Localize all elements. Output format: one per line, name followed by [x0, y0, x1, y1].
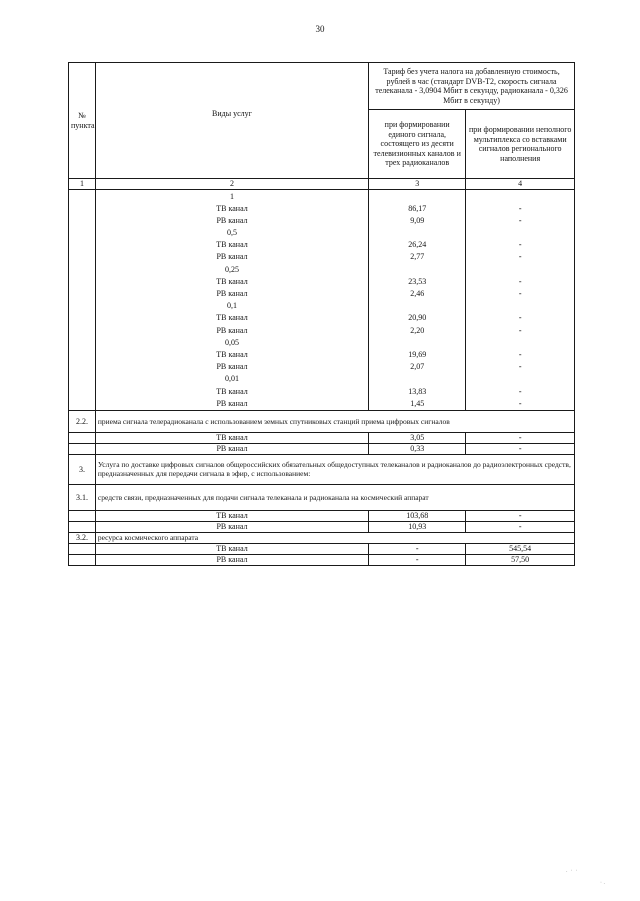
sec-3-1-text: средств связи, предназначенных для подачи сигнала телеканала и радиоканала на космический аппарат	[95, 484, 574, 510]
column-number-4: 4	[466, 179, 575, 190]
value-col3: -	[369, 543, 466, 554]
value-col4-line: -	[518, 386, 522, 396]
value-col3: -	[369, 554, 466, 565]
value-col4-line: -	[518, 313, 522, 323]
value-col3-line	[371, 227, 463, 239]
column-number-2: 2	[95, 179, 368, 190]
sec-3-number: 3.	[69, 454, 96, 484]
value-col3-line: 20,90	[408, 313, 427, 323]
sec-3-1-number: 3.1.	[69, 484, 96, 510]
value-col4-line: -	[518, 325, 522, 335]
service-type-line: 0,5	[226, 228, 237, 238]
service-type: ТВ канал	[95, 432, 368, 443]
value-col4-line: -	[518, 240, 522, 250]
service-type-line: РВ канал	[216, 252, 248, 262]
value-col4-line: -	[518, 215, 522, 225]
value-col3-line: 1,45	[410, 398, 425, 408]
sec-3-2-text: ресурса космического аппарата	[95, 532, 574, 543]
value-col4: -	[466, 443, 575, 454]
service-type-line: 1	[229, 191, 234, 201]
table-row	[69, 443, 575, 454]
value-col3-line	[371, 300, 463, 312]
table-row	[69, 543, 575, 554]
service-type: РВ канал	[95, 443, 368, 454]
service-type: ТВ канал	[95, 543, 368, 554]
value-col3-line: 26,24	[408, 240, 427, 250]
value-col4: 545,54	[466, 543, 575, 554]
table-row-sec-3-2	[69, 532, 575, 543]
header-tariff-group: Тариф без учета налога на добавленную стоимость, рублей в час (стандарт DVB-T2, скорость сигнала телеканала - 3,0904 Мбит в секунду, радиоканала - 0,326 Мбит в секунду)	[369, 63, 575, 110]
table-row	[69, 554, 575, 565]
value-col4-line: -	[518, 289, 522, 298]
sec-2-2-text: приема сигнала телерадиоканала с использованием земных спутниковых станций приема цифровых сигналов	[95, 410, 574, 432]
value-col4-line	[468, 300, 572, 312]
value-col4: -	[466, 432, 575, 443]
column-number-3: 3	[369, 179, 466, 190]
tariff-table	[68, 62, 575, 566]
service-type-line: ТВ канал	[216, 276, 248, 286]
value-col3-line	[371, 264, 463, 276]
value-col4-line: -	[518, 203, 522, 213]
service-type-line: ТВ канал	[216, 240, 248, 250]
value-col4-line	[468, 191, 572, 203]
scan-noise: . · ·	[566, 868, 578, 874]
value-col3-line: 19,69	[408, 349, 427, 359]
table-row	[69, 432, 575, 443]
table-row	[69, 521, 575, 532]
value-col3: 10,93	[369, 521, 466, 532]
service-type-line: РВ канал	[216, 215, 248, 225]
service-type: ТВ канал	[95, 510, 368, 521]
value-col3-line	[371, 373, 463, 385]
value-col3: 103,68	[369, 510, 466, 521]
value-col4: -	[466, 510, 575, 521]
header-col-service-type: Виды услуг	[95, 63, 368, 179]
block1-types-cell	[95, 189, 368, 410]
value-col3-line: 23,53	[408, 276, 427, 286]
value-col4-line	[468, 373, 572, 385]
scan-noise: · .	[600, 880, 605, 886]
value-col4: -	[466, 521, 575, 532]
service-type-line: РВ канал	[216, 325, 248, 335]
table-row-sec-3	[69, 454, 575, 484]
service-type-line: РВ канал	[216, 398, 248, 408]
column-number-1: 1	[69, 179, 96, 190]
value-col3-line: 86,17	[408, 203, 427, 213]
header-sub-col3: при формировании единого сигнала, состоящего из десяти телевизионных каналов и трех радиоканалов	[369, 110, 466, 179]
value-col3-line: 2,46	[410, 289, 425, 298]
service-type-line: ТВ канал	[216, 203, 248, 213]
value-col4-line: -	[518, 362, 522, 372]
service-type-line: РВ канал	[216, 362, 248, 372]
value-col4-line	[468, 227, 572, 239]
service-type-line: 0,05	[224, 337, 239, 347]
value-col4-line: -	[518, 349, 522, 359]
table-row	[69, 510, 575, 521]
service-type-line: 0,25	[224, 264, 239, 274]
service-type-line: ТВ канал	[216, 349, 248, 359]
value-col3-line: 2,20	[410, 325, 425, 335]
header-sub-col4: при формировании неполного мультиплекса со вставками сигналов регионального наполнения	[466, 110, 575, 179]
service-type-line: 0,1	[226, 301, 237, 311]
block1-number-cell	[69, 189, 96, 410]
value-col4-line: -	[518, 252, 522, 262]
sec-3-text: Услуга по доставке цифровых сигналов общероссийских обязательных общедоступных телеканалов и радиоканалов до радиоэлектронных средств, предназначенных для передачи сигнала в эфир, с использованием:	[95, 454, 574, 484]
table-row-block1	[69, 189, 575, 410]
value-col3-line: 2,77	[410, 252, 425, 262]
value-col4-line	[468, 264, 572, 276]
value-col4-line: -	[518, 398, 522, 408]
service-type-line: РВ канал	[216, 289, 248, 298]
value-col4-line	[468, 337, 572, 349]
service-type: РВ канал	[95, 554, 368, 565]
value-col3-line	[371, 191, 463, 203]
block1-col4-cell	[466, 189, 575, 410]
table-row-sec-3-1	[69, 484, 575, 510]
value-col3-line	[371, 337, 463, 349]
service-type-line: ТВ канал	[216, 386, 248, 396]
header-col-number-label: № пункта	[71, 111, 95, 130]
sec-3-2-number: 3.2.	[69, 532, 96, 543]
value-col3-line: 9,09	[410, 215, 425, 225]
value-col3: 3,05	[369, 432, 466, 443]
service-type-line: 0,01	[224, 374, 239, 384]
table-row-sec-2-2	[69, 410, 575, 432]
block1-col3-cell	[369, 189, 466, 410]
value-col4-line: -	[518, 276, 522, 286]
value-col3: 0,33	[369, 443, 466, 454]
value-col3-line: 2,07	[410, 362, 425, 372]
page-number: 30	[315, 24, 325, 34]
service-type: РВ канал	[95, 521, 368, 532]
value-col4: 57,50	[466, 554, 575, 565]
value-col3-line: 13,83	[408, 386, 427, 396]
header-col-number	[69, 63, 96, 179]
sec-2-2-number: 2.2.	[69, 410, 96, 432]
service-type-line: ТВ канал	[216, 313, 248, 323]
